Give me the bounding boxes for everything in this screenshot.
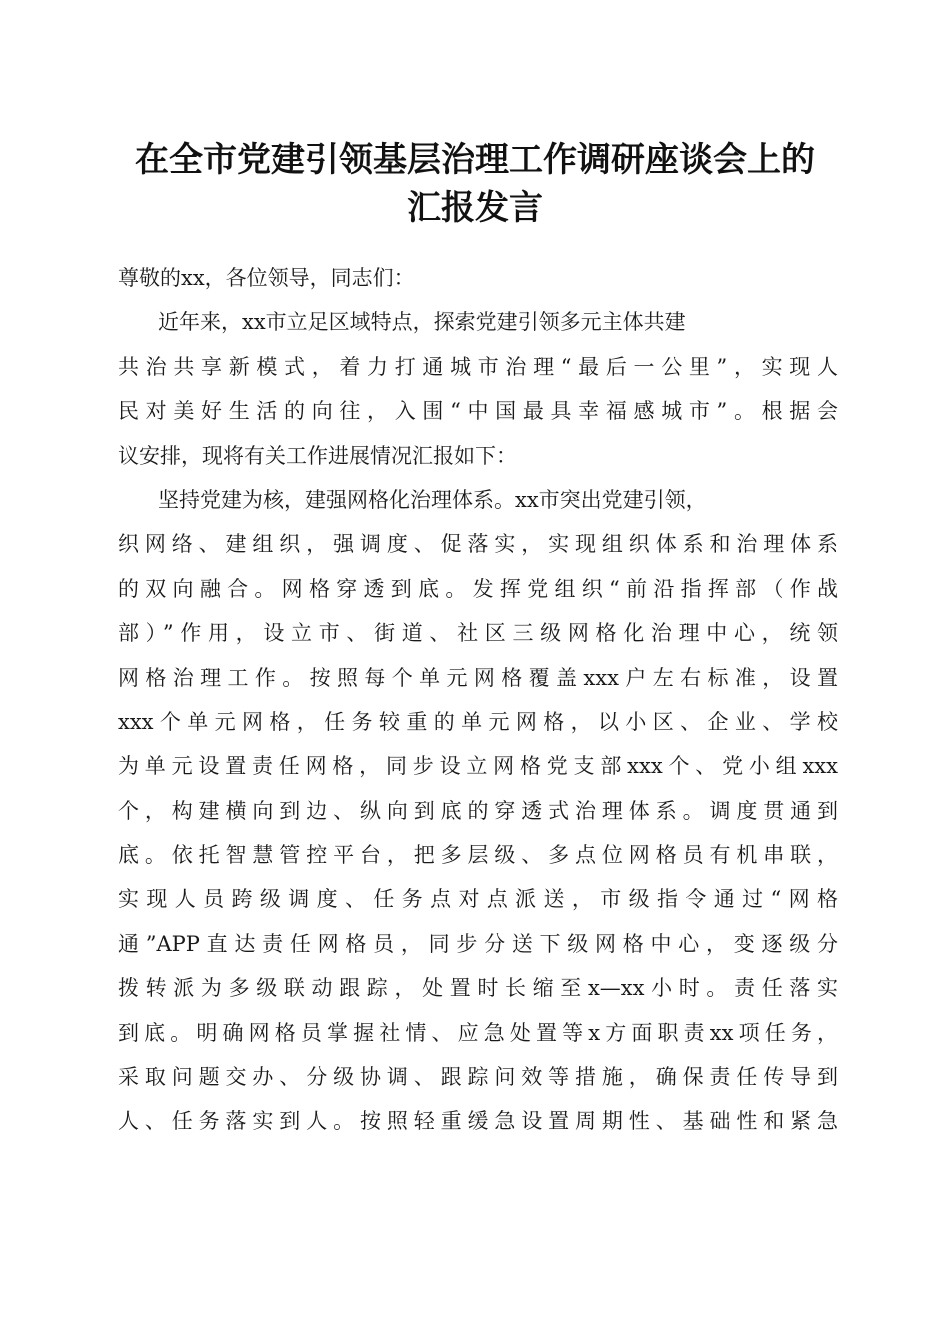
body-line: 人、任务落实到人。按照轻重缓急设置周期性、基础性和紧急 [118, 1109, 838, 1134]
body-line: 民对美好生活的向往，入围“中国最具幸福感城市”。根据会 [118, 399, 838, 424]
body-line: 共治共享新模式，着力打通城市治理“最后一公里”，实现人 [118, 354, 838, 379]
body-line: 网格治理工作。按照每个单元网格覆盖xxx户左右标准，设置 [118, 665, 838, 690]
body-line: 为单元设置责任网格，同步设立网格党支部xxx个、党小组xxx [118, 754, 838, 779]
body-line: 的双向融合。网格穿透到底。发挥党组织“前沿指挥部（作战 [118, 576, 838, 601]
body-line: 个，构建横向到边、纵向到底的穿透式治理体系。调度贯通到 [118, 798, 838, 823]
body-line: 坚持党建为核，建强网格化治理体系。xx市突出党建引领， [158, 487, 707, 512]
body-line: xxx个单元网格，任务较重的单元网格，以小区、企业、学校 [118, 709, 838, 734]
body-line: 通”APP直达责任网格员，同步分送下级网格中心，变逐级分 [118, 931, 838, 956]
body-line: 底。依托智慧管控平台，把多层级、多点位网格员有机串联， [118, 843, 838, 868]
title-line-2: 汇报发言 [407, 188, 543, 228]
body-line: 织网络、建组织，强调度、促落实，实现组织体系和治理体系 [118, 532, 838, 557]
body-line: 采取问题交办、分级协调、跟踪问效等措施，确保责任传导到 [118, 1065, 838, 1090]
salutation-line: 尊敬的xx，各位领导，同志们： [118, 266, 415, 290]
body-line: 拨转派为多级联动跟踪，处置时长缩至x—xx小时。责任落实 [118, 976, 838, 1001]
body-line: 近年来，xx市立足区域特点，探索党建引领多元主体共建 [158, 310, 686, 335]
document-title [100, 136, 850, 232]
body-line: 议安排，现将有关工作进展情况汇报如下： [118, 443, 517, 468]
body-line: 到底。明确网格员掌握社情、应急处置等x方面职责xx项任务， [118, 1020, 838, 1045]
body-line: 部）”作用，设立市、街道、社区三级网格化治理中心，统领 [118, 621, 838, 646]
title-line-1: 在全市党建引领基层治理工作调研座谈会上的 [135, 140, 815, 180]
document-body [118, 256, 838, 1144]
body-line: 实现人员跨级调度、任务点对点派送，市级指令通过“网格 [118, 887, 838, 912]
